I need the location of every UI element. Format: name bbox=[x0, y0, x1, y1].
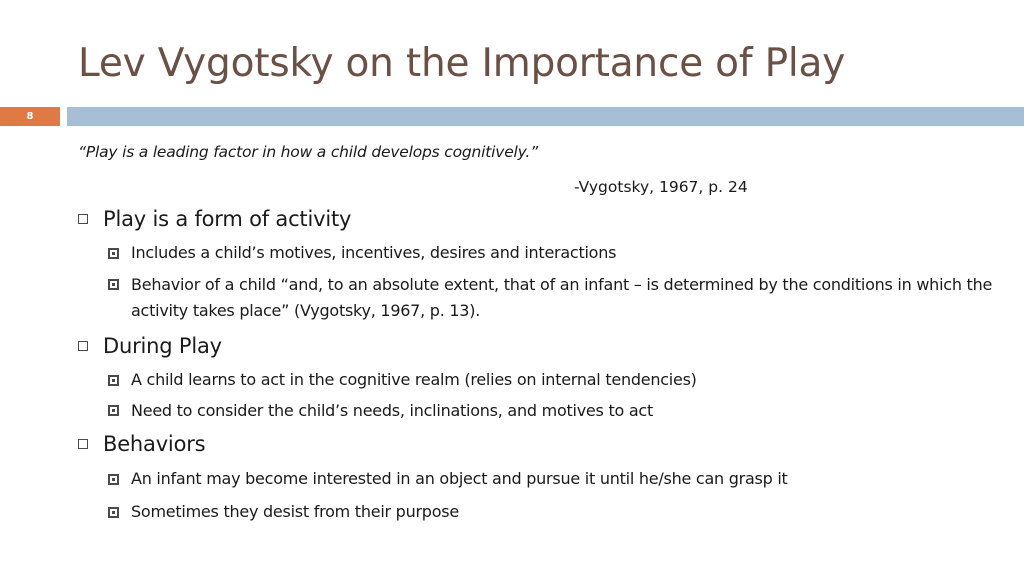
quote-citation: -Vygotsky, 1967, p. 24 bbox=[574, 178, 748, 196]
bullet-item: During Play bbox=[103, 334, 222, 358]
filled-square-bullet-icon bbox=[108, 248, 119, 259]
square-bullet-icon bbox=[78, 341, 88, 351]
sub-bullet-item: A child learns to act in the cognitive realm (relies on internal tendencies) bbox=[131, 370, 697, 389]
sub-bullet-item: Sometimes they desist from their purpose bbox=[131, 502, 459, 521]
sub-bullet-item: Includes a child’s motives, incentives, desires and interactions bbox=[131, 243, 617, 262]
bullet-item: Behaviors bbox=[103, 432, 206, 456]
filled-square-bullet-icon bbox=[108, 507, 119, 518]
sub-bullet-item: Need to consider the child’s needs, inclinations, and motives to act bbox=[131, 401, 653, 420]
square-bullet-icon bbox=[78, 439, 88, 449]
filled-square-bullet-icon bbox=[108, 279, 119, 290]
sub-bullet-item: An infant may become interested in an object and pursue it until he/she can grasp it bbox=[131, 469, 788, 488]
slide-title: Lev Vygotsky on the Importance of Play bbox=[78, 41, 846, 86]
sub-bullet-item: Behavior of a child “and, to an absolute extent, that of an infant – is determined by the conditions in which the activity takes place” (Vygotsky, 1967, p. 13). bbox=[131, 275, 993, 320]
slide-number: 8 bbox=[0, 107, 60, 126]
square-bullet-icon bbox=[78, 214, 88, 224]
bullet-item: Play is a form of activity bbox=[103, 207, 352, 231]
quote-text: “Play is a leading factor in how a child develops cognitively.” bbox=[78, 143, 538, 161]
filled-square-bullet-icon bbox=[108, 405, 119, 416]
filled-square-bullet-icon bbox=[108, 474, 119, 485]
filled-square-bullet-icon bbox=[108, 375, 119, 386]
